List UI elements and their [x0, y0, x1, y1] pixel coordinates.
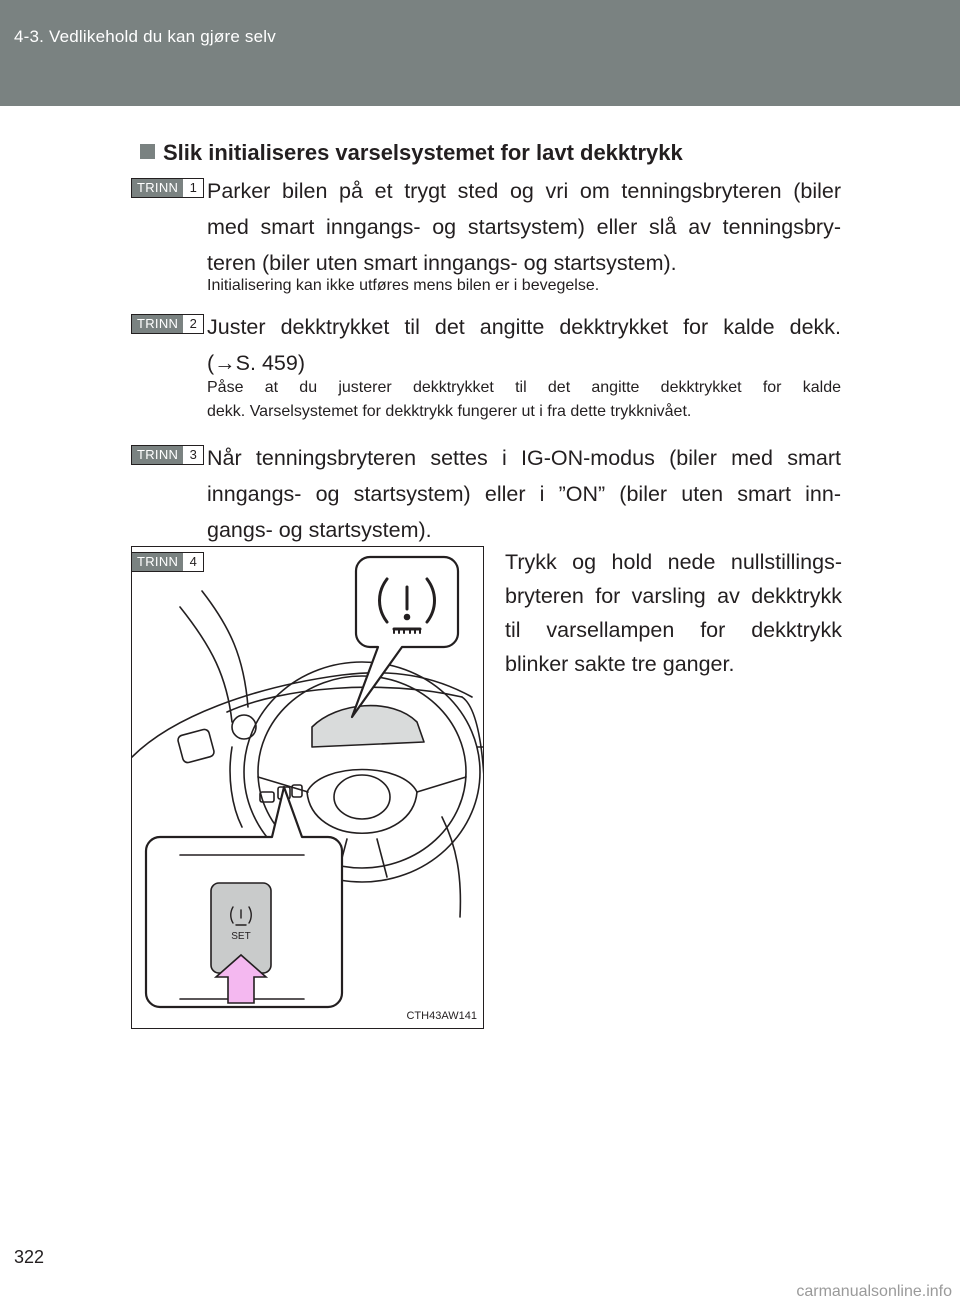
watermark: carmanualsonline.info	[796, 1283, 952, 1300]
step-number: 2	[183, 315, 203, 333]
step-label: TRINN	[132, 315, 183, 333]
step-4-line-1: Trykk og hold nede nullstillings-	[505, 550, 842, 574]
step-1-note	[207, 274, 841, 298]
step-3-text	[207, 440, 841, 548]
step-1-line-2: med smart inngangs- og startsystem) eller slå av tenningsbry-	[207, 215, 841, 239]
step-1-line-1: Parker bilen på et trygt sted og vri om tenningsbryteren (biler	[207, 179, 841, 203]
step-number: 3	[183, 446, 203, 464]
set-button-label: SET	[231, 931, 251, 942]
step-2-text	[207, 309, 841, 381]
step-4-text	[505, 545, 842, 681]
step-2-note-line-1: Påse at du justerer dekktrykket til det angitte dekktrykket for kalde	[207, 379, 841, 396]
step-label: TRINN	[132, 446, 183, 464]
step-badge-3	[131, 445, 204, 465]
page-header	[0, 0, 960, 106]
step-number: 4	[183, 553, 203, 571]
step-badge-2	[131, 314, 204, 334]
step-1-note-line-1: Initialisering kan ikke utføres mens bilen er i bevegelse.	[207, 277, 600, 294]
step-badge-4	[131, 552, 204, 572]
step-label: TRINN	[132, 179, 183, 197]
dashboard-illustration	[132, 547, 484, 1029]
step-4-line-4: blinker sakte tre ganger.	[505, 652, 735, 676]
step-3-line-1: Når tenningsbryteren settes i IG-ON-modus (biler med smart	[207, 446, 841, 470]
step-2-note-line-2: dekk. Varselsystemet for dekktrykk fungerer ut i fra dette trykknivået.	[207, 403, 692, 420]
step-1-text	[207, 173, 841, 281]
step-3-line-2: inngangs- og startsystem) eller i ”ON” (biler uten smart inn-	[207, 482, 841, 506]
step-2-line-1: Juster dekktrykket til det angitte dekktrykket for kalde dekk.	[207, 315, 841, 339]
step-number: 1	[183, 179, 203, 197]
step-badge-1	[131, 178, 204, 198]
step-2-note	[207, 376, 841, 424]
heading-text: Slik initialiseres varselsystemet for lavt dekktrykk	[163, 140, 683, 165]
section-heading	[140, 140, 683, 166]
section-title: 4-3. Vedlikehold du kan gjøre selv	[14, 27, 276, 46]
heading-square-icon	[140, 144, 155, 159]
step-3-line-3: gangs- og startsystem).	[207, 518, 432, 542]
step-1-line-3: teren (biler uten smart inngangs- og startsystem).	[207, 251, 677, 275]
step-4-line-2: bryteren for varsling av dekktrykk	[505, 584, 842, 608]
step-label: TRINN	[132, 553, 183, 571]
step-2-line-2: (→S. 459)	[207, 351, 305, 375]
step-4-line-3: til varsellampen for dekktrykk	[505, 618, 842, 642]
figure-code: CTH43AW141	[406, 1010, 477, 1022]
figure-steering-wheel	[131, 546, 484, 1029]
page-number: 322	[14, 1247, 45, 1267]
